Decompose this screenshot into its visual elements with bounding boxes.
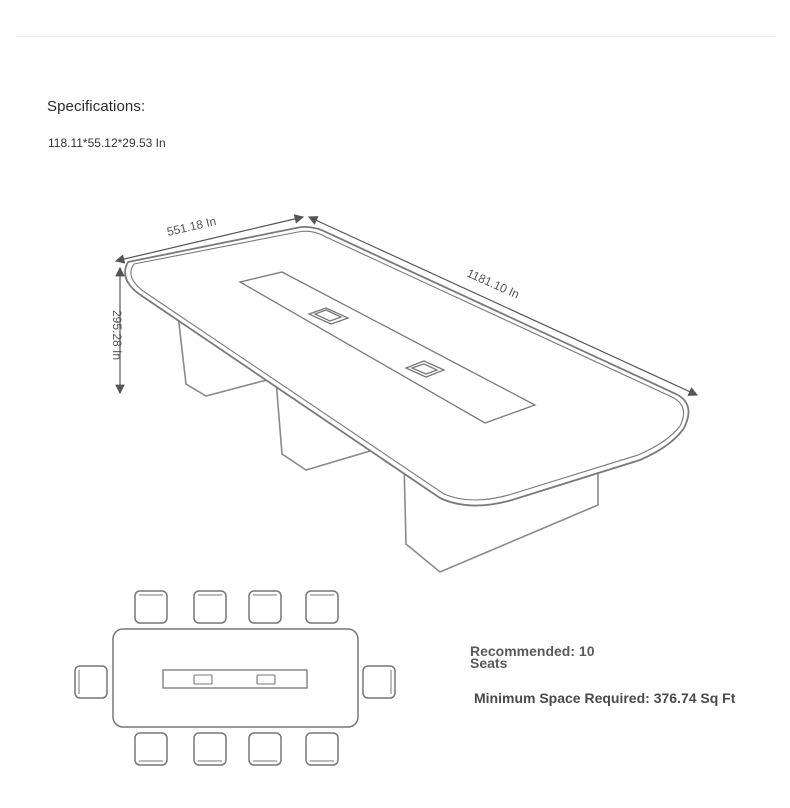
- chair-2: [194, 591, 226, 623]
- length-dimension-label: 1181.10 In: [464, 265, 522, 302]
- specifications-dimensions: 118.11*55.12*29.53 In: [48, 136, 166, 150]
- plan-outlet-2: [257, 675, 275, 684]
- height-dimension-label: 295.28 In: [110, 310, 124, 361]
- width-dimension-label: 551.18 In: [165, 214, 218, 239]
- chair-5: [135, 733, 167, 765]
- chair-10: [363, 666, 395, 698]
- plan-outlet-1: [194, 675, 212, 684]
- chair-8: [306, 733, 338, 765]
- plan-cable-channel: [163, 670, 307, 688]
- chair-1: [135, 591, 167, 623]
- specifications-heading: Specifications:: [47, 98, 146, 115]
- chair-9: [75, 666, 107, 698]
- seating-plan: [113, 629, 358, 727]
- recommended-seats: Recommended: 10 Seats: [470, 643, 595, 671]
- chair-7: [249, 733, 281, 765]
- chair-3: [249, 591, 281, 623]
- chair-6: [194, 733, 226, 765]
- chair-4: [306, 591, 338, 623]
- minimum-space-required: Minimum Space Required: 376.74 Sq Ft: [474, 690, 736, 706]
